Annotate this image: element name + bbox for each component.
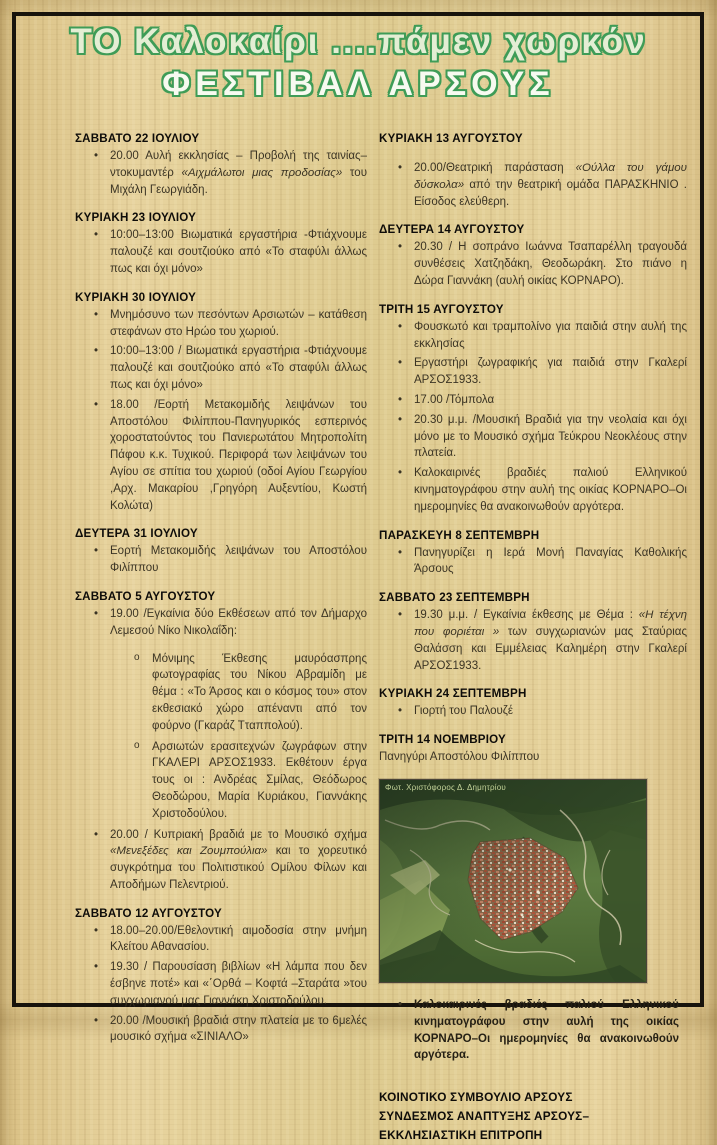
- event-text: 18.00–20.00/Εθελοντική αιμοδοσία στην μνήμη Κλείτου Αθανασίου.: [110, 924, 367, 954]
- event-item: [379, 392, 687, 409]
- event-section: [379, 132, 687, 210]
- event-item: [379, 160, 687, 210]
- event-text: Μόνιμης Έκθεσης μαυρόασπρης φωτογραφίας του Νίκου Αβραμίδη με θέμα : «Το Άρσος και ο κόσμος του» στον εκθεσιακό χώρο απέναντι από τον φούρνο (Γκαράζ Τταππολού).: [152, 652, 367, 732]
- event-text: 17.00 /Τόμπολα: [414, 393, 495, 406]
- event-item: [379, 703, 687, 720]
- event-text: 20.00/Θεατρική παράσταση: [414, 162, 576, 174]
- event-item: [75, 543, 367, 577]
- event-text-italic: «Ούλλα του γάμου δύσκολα»: [414, 162, 687, 191]
- event-item: [379, 319, 687, 353]
- event-item: [75, 227, 367, 277]
- section-date-heading: ΣΑΒΒΑΤΟ 23 ΣΕΠΤΕΜΒΡΗ: [379, 591, 530, 605]
- event-section: [379, 223, 687, 289]
- event-item: [75, 1013, 367, 1047]
- organizers-footer: [379, 1088, 687, 1145]
- left-column: [75, 132, 367, 1145]
- event-section: [75, 590, 367, 894]
- footer-line: ΚΟΙΝΟΤΙΚΟ ΣΥΜΒΟΥΛΙΟ ΑΡΣΟΥΣ: [379, 1090, 573, 1105]
- event-item: [379, 545, 687, 579]
- event-text: του Μιχάλη Γεωργιάδη.: [110, 166, 367, 196]
- poster-title-line2: ΦΕΣΤΙΒΑΛ ΑΡΣΟΥΣ: [162, 65, 555, 103]
- event-item: [75, 606, 367, 823]
- right-column: [379, 132, 687, 1145]
- event-text: Φουσκωτό και τραμπολίνο για παιδιά στην αυλή της εκκλησίας: [414, 320, 687, 350]
- event-text: των συγχωριανών μας Σταύριας Θαλάσση και Εμμέλειας Καλημέρη στην Γκαλερί ΑΡΣΟΣ1933.: [414, 625, 687, 672]
- section-date-heading: ΚΥΡΙΑΚΗ 23 ΙΟΥΛΙΟΥ: [75, 211, 197, 225]
- event-text-italic: «Αιχμάλωτοι μιας προδοσίας»: [181, 166, 343, 179]
- event-item: [379, 239, 687, 289]
- event-item: [75, 959, 367, 1009]
- event-item: [75, 307, 367, 341]
- aerial-village-illustration: [380, 780, 646, 982]
- closing-note: [379, 997, 679, 1064]
- event-section: [379, 529, 687, 579]
- event-item: [379, 465, 687, 515]
- event-item: [379, 412, 687, 462]
- event-text: από την θεατρική ομάδα ΠΑΡΑΣΚΗΝΙΟ . Είσοδος ελεύθερη.: [414, 178, 687, 208]
- event-text: 10:00–13:00 / Βιωματικά εργαστήρια -Φτιάχνουμε παλουζέ και σουτζιούκο από «Το σταφύλι άλλως πως και όχι μόνο»: [110, 345, 367, 391]
- footer-line: ΕΚΚΛΗΣΙΑΣΤΙΚΗ ΕΠΙΤΡΟΠΗ: [379, 1128, 543, 1143]
- event-text: Γιορτή του Παλουζέ: [414, 705, 513, 718]
- event-item: [75, 343, 367, 393]
- event-text: 10:00–13:00 Βιωματικά εργαστήρια -Φτιάχνουμε παλουζέ και σουτζιούκο από «Το σταφύλι άλλως πως και όχι μόνο»: [110, 229, 367, 275]
- event-section: [75, 132, 367, 198]
- event-text: Μνημόσυνο των πεσόντων Αρσιωτών – κατάθεση στεφάνων στο Ηρώο του χωριού.: [110, 308, 367, 338]
- event-text: 19.30 μ.μ. / Εγκαίνια έκθεσης με Θέμα :: [414, 609, 639, 622]
- section-date-heading: ΣΑΒΒΑΤΟ 5 ΑΥΓΟΥΣΤΟΥ: [75, 589, 216, 603]
- photo-credit-caption: Φωτ. Χριστόφορος Δ. Δημητρίου: [385, 782, 506, 792]
- event-text: Εορτή Μετακομιδής λειψάνων του Αποστόλου Φιλίππου: [110, 545, 367, 575]
- event-subitem: [110, 739, 367, 823]
- event-item: [379, 607, 687, 674]
- event-item: [75, 397, 367, 515]
- event-plain-text: Πανηγύρι Αποστόλου Φιλίππου: [379, 751, 540, 764]
- event-text: Πανηγυρίζει η Ιερά Μονή Παναγίας Καθολικής Άρσους: [414, 546, 687, 576]
- event-subitem: [110, 651, 367, 735]
- event-text: 19.30 / Παρουσίαση βιβλίων «Η λάμπα που δεν έσβηνε ποτέ» και «΄Ορθά – Κοφτά –Σταράτα »του συγχωριανού μας Γιαννάκη Χριστοδούλου.: [110, 961, 367, 1007]
- event-text: Αρσιωτών ερασιτεχνών ζωγράφων στην ΓΚΑΛΕΡΙ ΑΡΣΟΣ1933. Εκθέτουν έργα τους οι : Ανδρέας Σμίλας, Θεόδωρος Θεοδώρου, Μαρία Κυριάκου, Γιαννάκης Χριστοδούλου.: [152, 740, 367, 820]
- section-date-heading: ΣΑΒΒΑΤΟ 22 ΙΟΥΛΙΟΥ: [75, 132, 200, 145]
- event-text: Εργαστήρι ζωγραφικής για παιδιά στην Γκαλερί ΑΡΣΟΣ1933.: [414, 357, 687, 387]
- event-section: [75, 291, 367, 515]
- footer-line: ΣΥΝΔΕΣΜΟΣ ΑΝΑΠΤΥΞΗΣ ΑΡΣΟΥΣ–: [379, 1109, 590, 1124]
- event-item: [75, 827, 367, 894]
- closing-note-item: • Καλοκαιρινές βραδιές παλιού Ελληνικού κινηματογράφου στην αυλή της οικίας ΚΟΡΝΑΡΟ–Οι ημερομηνίες θα ανακοινωθούν αργότερα.: [379, 997, 679, 1064]
- right-column-sections: [379, 132, 687, 766]
- event-text: 19.00 /Εγκαίνια δύο Εκθέσεων από τον Δήμαρχο Λεμεσού Νίκο Νικολαΐδη:: [110, 607, 367, 637]
- section-date-heading: ΔΕΥΤΕΡΑ 31 ΙΟΥΛΙΟΥ: [75, 527, 198, 541]
- event-section: [379, 687, 687, 720]
- event-text: 20.00 /Μουσική βραδιά στην πλατεία με το 6μελές μουσικό σχήμα «ΣΙΝΙΑΛΟ»: [110, 1014, 367, 1044]
- event-text: 20.30 μ.μ. /Μουσική Βραδιά για την νεολαία και όχι μόνο με το Μουσικό σχήμα Τεύκρου Νεοκλέους στην πλατεία.: [414, 413, 687, 460]
- event-section: [75, 211, 367, 277]
- poster-title: [0, 22, 717, 104]
- event-section: [75, 907, 367, 1047]
- section-date-heading: ΔΕΥΤΕΡΑ 14 ΑΥΓΟΥΣΤΟΥ: [379, 223, 525, 237]
- event-section: [379, 303, 687, 516]
- program-columns: [75, 132, 687, 1145]
- event-text-italic: «Μενεξέδες και Ζουμπούλια»: [110, 845, 268, 858]
- section-date-heading: ΚΥΡΙΑΚΗ 13 ΑΥΓΟΥΣΤΟΥ: [379, 132, 523, 145]
- event-item: [75, 148, 367, 198]
- event-text: Καλοκαιρινές βραδιές παλιού Ελληνικού κινηματογράφου στην αυλή της οικίας ΚΟΡΝΑΡΟ–Οι ημερομηνίες θα ανακοινωθούν αργότερα.: [414, 467, 687, 513]
- event-section: [75, 527, 367, 577]
- event-text-italic: «Η τέχνη που φοριέται »: [414, 609, 687, 638]
- event-text: και το χορευτικό συγκρότημα του Πολιτιστικού Ομίλου Φίλων και Αποδήμων Πελεντριού.: [110, 845, 368, 891]
- aerial-village-photo: [379, 779, 647, 983]
- poster-title-line1: ΤΟ Καλοκαίρι ....πάμεν χωρκόν: [70, 22, 647, 61]
- event-section: [379, 591, 687, 674]
- section-date-heading: ΤΡΙΤΗ 14 ΝΟΕΜΒΡΙΟΥ: [379, 733, 506, 747]
- section-date-heading: ΚΥΡΙΑΚΗ 30 ΙΟΥΛΙΟΥ: [75, 290, 197, 304]
- event-text: 18.00 /Εορτή Μετακομιδής λειψάνων του Αποστόλου Φιλίππου-Πανηγυρικός εσπερινός χοροστατούντος του Πανιερωτάτου Μητροπολίτη Πάφου κ.κ. Τυχικού. Περιφορά των λειψάνων του Αγίου σε σπίτια του χωριού (οδοί Αγίου Γεωργίου ,Αρχ. Μακαρίου ,Γρηγόρη Αυξεντίου, Κωστή Κολώτα): [110, 398, 367, 512]
- section-date-heading: ΚΥΡΙΑΚΗ 24 ΣΕΠΤΕΜΒΡΗ: [379, 687, 527, 701]
- section-date-heading: ΣΑΒΒΑΤΟ 12 ΑΥΓΟΥΣΤΟΥ: [75, 906, 222, 920]
- event-text: 20.30 / Η σοπράνο Ιωάννα Τσαπαρέλλη τραγουδά συνθέσεις Χατζηδάκη, Θεοδωράκη. Στο πιάνο η Δώρα Γιαννάκη (αυλή οικίας ΚΟΡΝΑΡΟ).: [414, 241, 687, 287]
- event-item: [75, 923, 367, 957]
- event-text: 20.00 Αυλή εκκλησίας – Προβολή της ταινίας– ντοκυμαντέρ: [110, 150, 367, 179]
- event-text: 20.00 / Κυπριακή βραδιά με το Μουσικό σχήμα: [110, 828, 367, 841]
- section-date-heading: ΠΑΡΑΣΚΕΥΗ 8 ΣΕΠΤΕΜΒΡΗ: [379, 528, 540, 542]
- section-date-heading: ΤΡΙΤΗ 15 ΑΥΓΟΥΣΤΟΥ: [379, 302, 504, 316]
- event-section: [379, 733, 687, 766]
- event-item: [379, 355, 687, 389]
